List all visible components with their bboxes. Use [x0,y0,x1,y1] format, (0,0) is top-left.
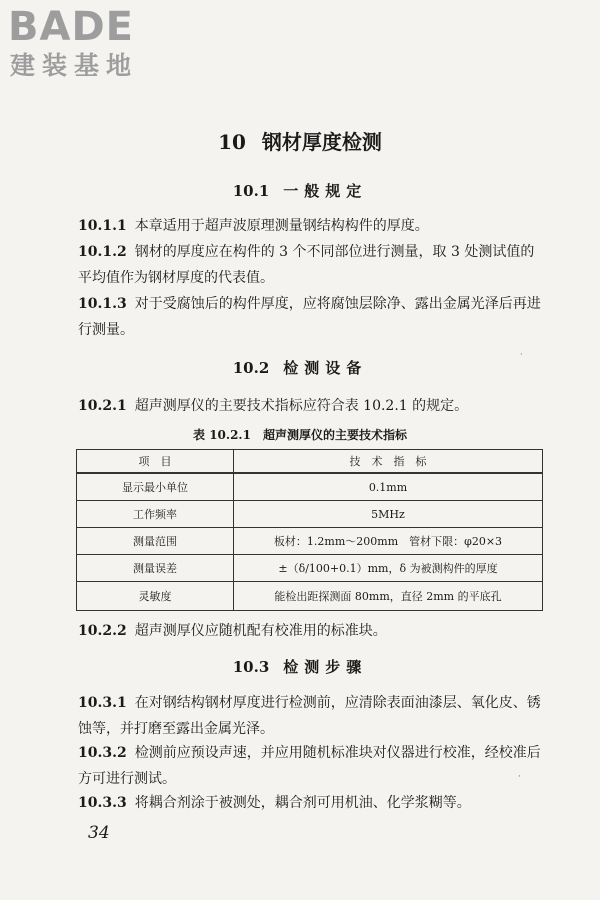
chapter-name: 钢材厚度检测 [261,130,382,154]
clause-paragraph [78,213,546,239]
table-cell: 显示最小单位 [77,473,234,501]
table-cell: 0.1mm [234,473,543,501]
section-heading [0,180,600,201]
clause-number: 10.3.1 [78,695,127,711]
clause-paragraph [78,393,546,419]
clause-number: 10.3.2 [78,745,127,761]
clause-paragraph [78,740,546,792]
clause-text: 超声测厚仪的主要技术指标应符合表 10.2.1 的规定。 [134,398,469,414]
table-cell: ±（δ/100+0.1）mm，δ 为被测构件的厚度 [234,555,543,582]
clause-number: 10.1.3 [78,296,127,312]
spec-table [76,449,543,611]
table-cell: 测量范围 [77,528,234,555]
section-number: 10.3 [232,658,270,676]
clause-paragraph [78,618,546,644]
table-title: 超声测厚仪的主要技术指标 [262,428,407,442]
clause-text: 在对钢结构钢材厚度进行检测前，应清除表面油漆层、氧化皮、锈蚀等，并打磨至露出金属光泽。 [78,695,541,737]
section-heading [0,656,600,677]
table-cell: 板材：1.2mm～200mm 管材下限：φ20×3 [234,528,543,555]
table-caption [0,426,600,443]
table-cell: 5MHz [234,501,543,528]
clause-number: 10.3.3 [78,795,127,811]
clause-paragraph [78,690,546,742]
clause-text: 本章适用于超声波原理测量钢结构构件的厚度。 [134,218,429,234]
section-title: 一般规定 [283,182,368,200]
clause-paragraph [78,291,546,343]
table-cell: 测量误差 [77,555,234,582]
clause-text: 钢材的厚度应在构件的 3 个不同部位进行测量，取 3 处测试值的平均值作为钢材厚度的代表值。 [78,244,535,286]
scan-speck: · [518,772,521,782]
table-row [77,555,543,582]
table-cell: 工作频率 [77,501,234,528]
table-row [77,501,543,528]
section-number: 10.2 [232,359,270,377]
clause-number: 10.1.2 [78,244,127,260]
table-row [77,528,543,555]
clause-text: 将耦合剂涂于被测处，耦合剂可用机油、化学浆糊等。 [134,795,471,811]
clause-number: 10.1.1 [78,218,127,234]
table-header-row [77,450,543,474]
table-row [77,582,543,611]
watermark-chinese: 建装基地 [10,51,139,80]
clause-text: 对于受腐蚀后的构件厚度，应将腐蚀层除净、露出金属光泽后再进行测量。 [78,296,541,338]
section-title: 检测步骤 [283,658,368,676]
clause-number: 10.2.1 [78,398,127,414]
scan-speck: · [520,350,523,360]
table-row [77,473,543,501]
page-number: 34 [88,823,110,843]
chapter-number: 10 [218,130,246,154]
watermark-logo [8,4,138,82]
section-heading [0,357,600,378]
table-header-cell: 项 目 [77,450,234,474]
table-number: 表 10.2.1 [193,428,251,442]
section-number: 10.1 [232,182,270,200]
table-cell: 灵敏度 [77,582,234,611]
clause-number: 10.2.2 [78,623,127,639]
clause-text: 检测前应预设声速，并应用随机标准块对仪器进行校准，经校准后方可进行测试。 [78,745,541,787]
clause-paragraph [78,239,546,291]
section-title: 检测设备 [283,359,368,377]
clause-paragraph [78,790,546,816]
watermark-english: BADE [8,4,134,50]
table-cell: 能检出距探测面 80mm，直径 2mm 的平底孔 [234,582,543,611]
chapter-title [0,126,600,155]
clause-text: 超声测厚仪应随机配有校准用的标准块。 [134,623,387,639]
table-header-cell: 技 术 指 标 [234,450,543,474]
